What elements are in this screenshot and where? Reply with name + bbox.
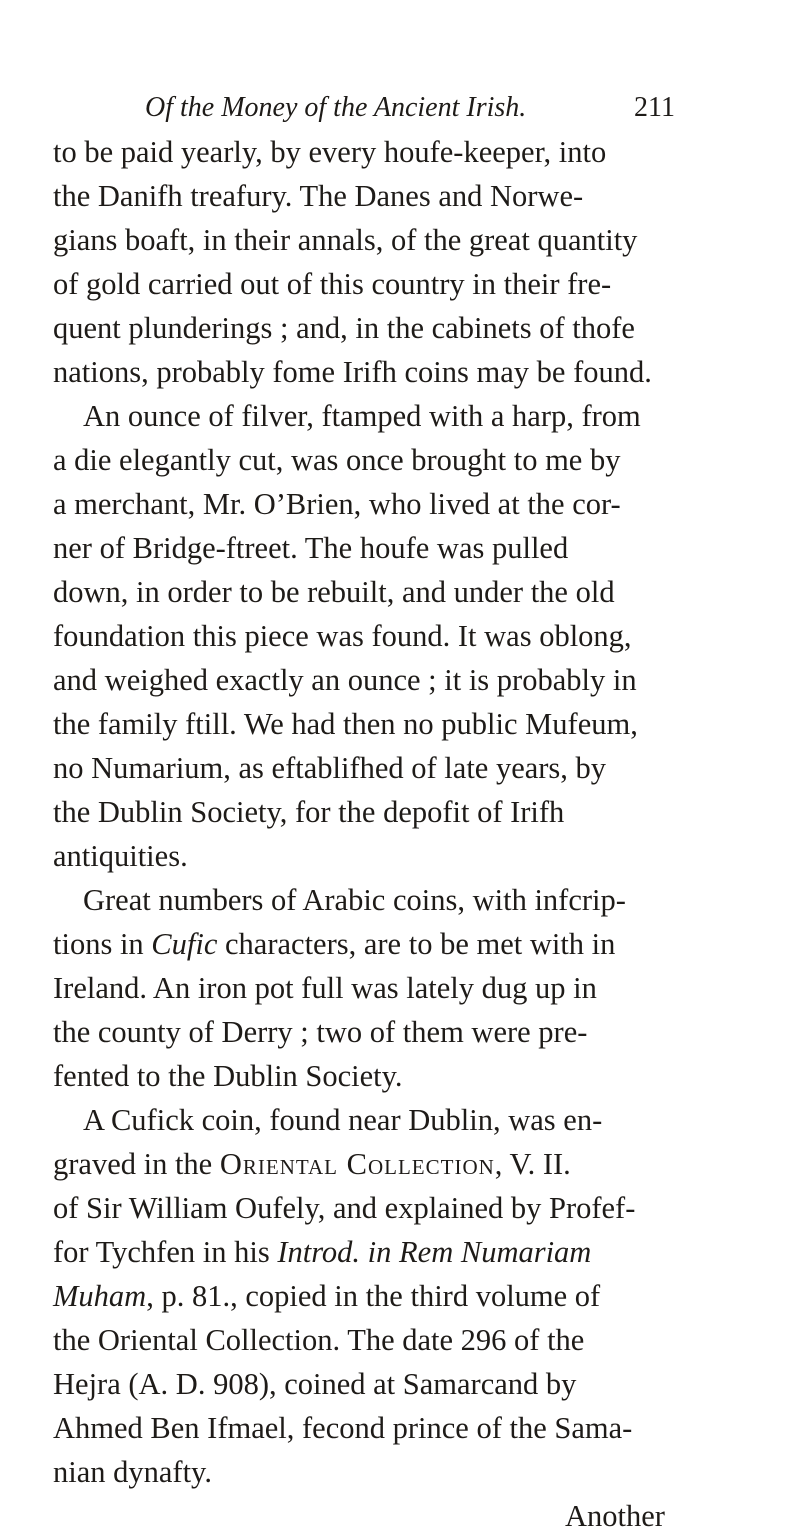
text-line: the family ftill. We had then no public Mufeum,	[53, 707, 638, 741]
text-line: A Cufick coin, found near Dublin, was en-	[83, 1103, 603, 1137]
text-line: graved in the Oriental Collection, V. II.	[53, 1147, 571, 1181]
text-line: foundation this piece was found. It was oblong,	[53, 619, 632, 653]
text-line: Ireland. An iron pot full was lately dug up in	[53, 971, 597, 1005]
text-line: the county of Derry ; two of them were pre-	[53, 1015, 588, 1049]
text-line: down, in order to be rebuilt, and under the old	[53, 575, 615, 609]
catchword: Another	[565, 1499, 665, 1533]
italic-term: Cufic	[151, 927, 218, 961]
text-line: of Sir William Oufely, and explained by Profef-	[53, 1191, 636, 1225]
text-line: no Numarium, as eftablifhed of late years, by	[53, 751, 607, 785]
text-line: nian dynafty.	[53, 1455, 212, 1489]
text-line: An ounce of filver, ftamped with a harp, from	[83, 399, 641, 433]
text-line: ner of Bridge-ftreet. The houfe was pulled	[53, 531, 569, 565]
text-line: for Tychfen in his Introd. in Rem Numariam	[53, 1235, 592, 1269]
text-line: of gold carried out of this country in their fre-	[53, 267, 612, 301]
page-number: 211	[634, 92, 675, 123]
text-line: to be paid yearly, by every houfe-keeper, into	[53, 135, 607, 169]
text-line: the Danifh treafury. The Danes and Norwe-	[53, 179, 584, 213]
italic-title: Muham	[53, 1279, 147, 1313]
text-line: Great numbers of Arabic coins, with infcrip-	[83, 883, 626, 917]
text-line: nations, probably fome Irifh coins may be found.	[53, 355, 652, 389]
text-line: Muham, p. 81., copied in the third volume of	[53, 1279, 601, 1313]
text-line: tions in Cufic characters, are to be met with in	[53, 927, 616, 961]
text-line: antiquities.	[53, 839, 188, 873]
text-line: gians boaft, in their annals, of the great quantity	[53, 223, 638, 257]
small-caps-title: Oriental Collection	[219, 1147, 495, 1181]
text-line: Ahmed Ben Ifmael, fecond prince of the Sama-	[53, 1411, 633, 1445]
text-line: fented to the Dublin Society.	[53, 1059, 403, 1093]
text-line: quent plunderings ; and, in the cabinets of thofe	[53, 311, 635, 345]
text-line: the Oriental Collection. The date 296 of the	[53, 1323, 585, 1357]
text-line: Hejra (A. D. 908), coined at Samarcand by	[53, 1367, 577, 1401]
italic-title: Introd. in Rem Numariam	[277, 1235, 592, 1269]
text-line: a die elegantly cut, was once brought to me by	[53, 443, 621, 477]
running-title: Of the Money of the Ancient Irish.	[145, 92, 527, 123]
text-line: the Dublin Society, for the depofit of Irifh	[53, 795, 565, 829]
text-line: a merchant, Mr. O’Brien, who lived at the cor-	[53, 487, 621, 521]
text-line: and weighed exactly an ounce ; it is probably in	[53, 663, 637, 697]
